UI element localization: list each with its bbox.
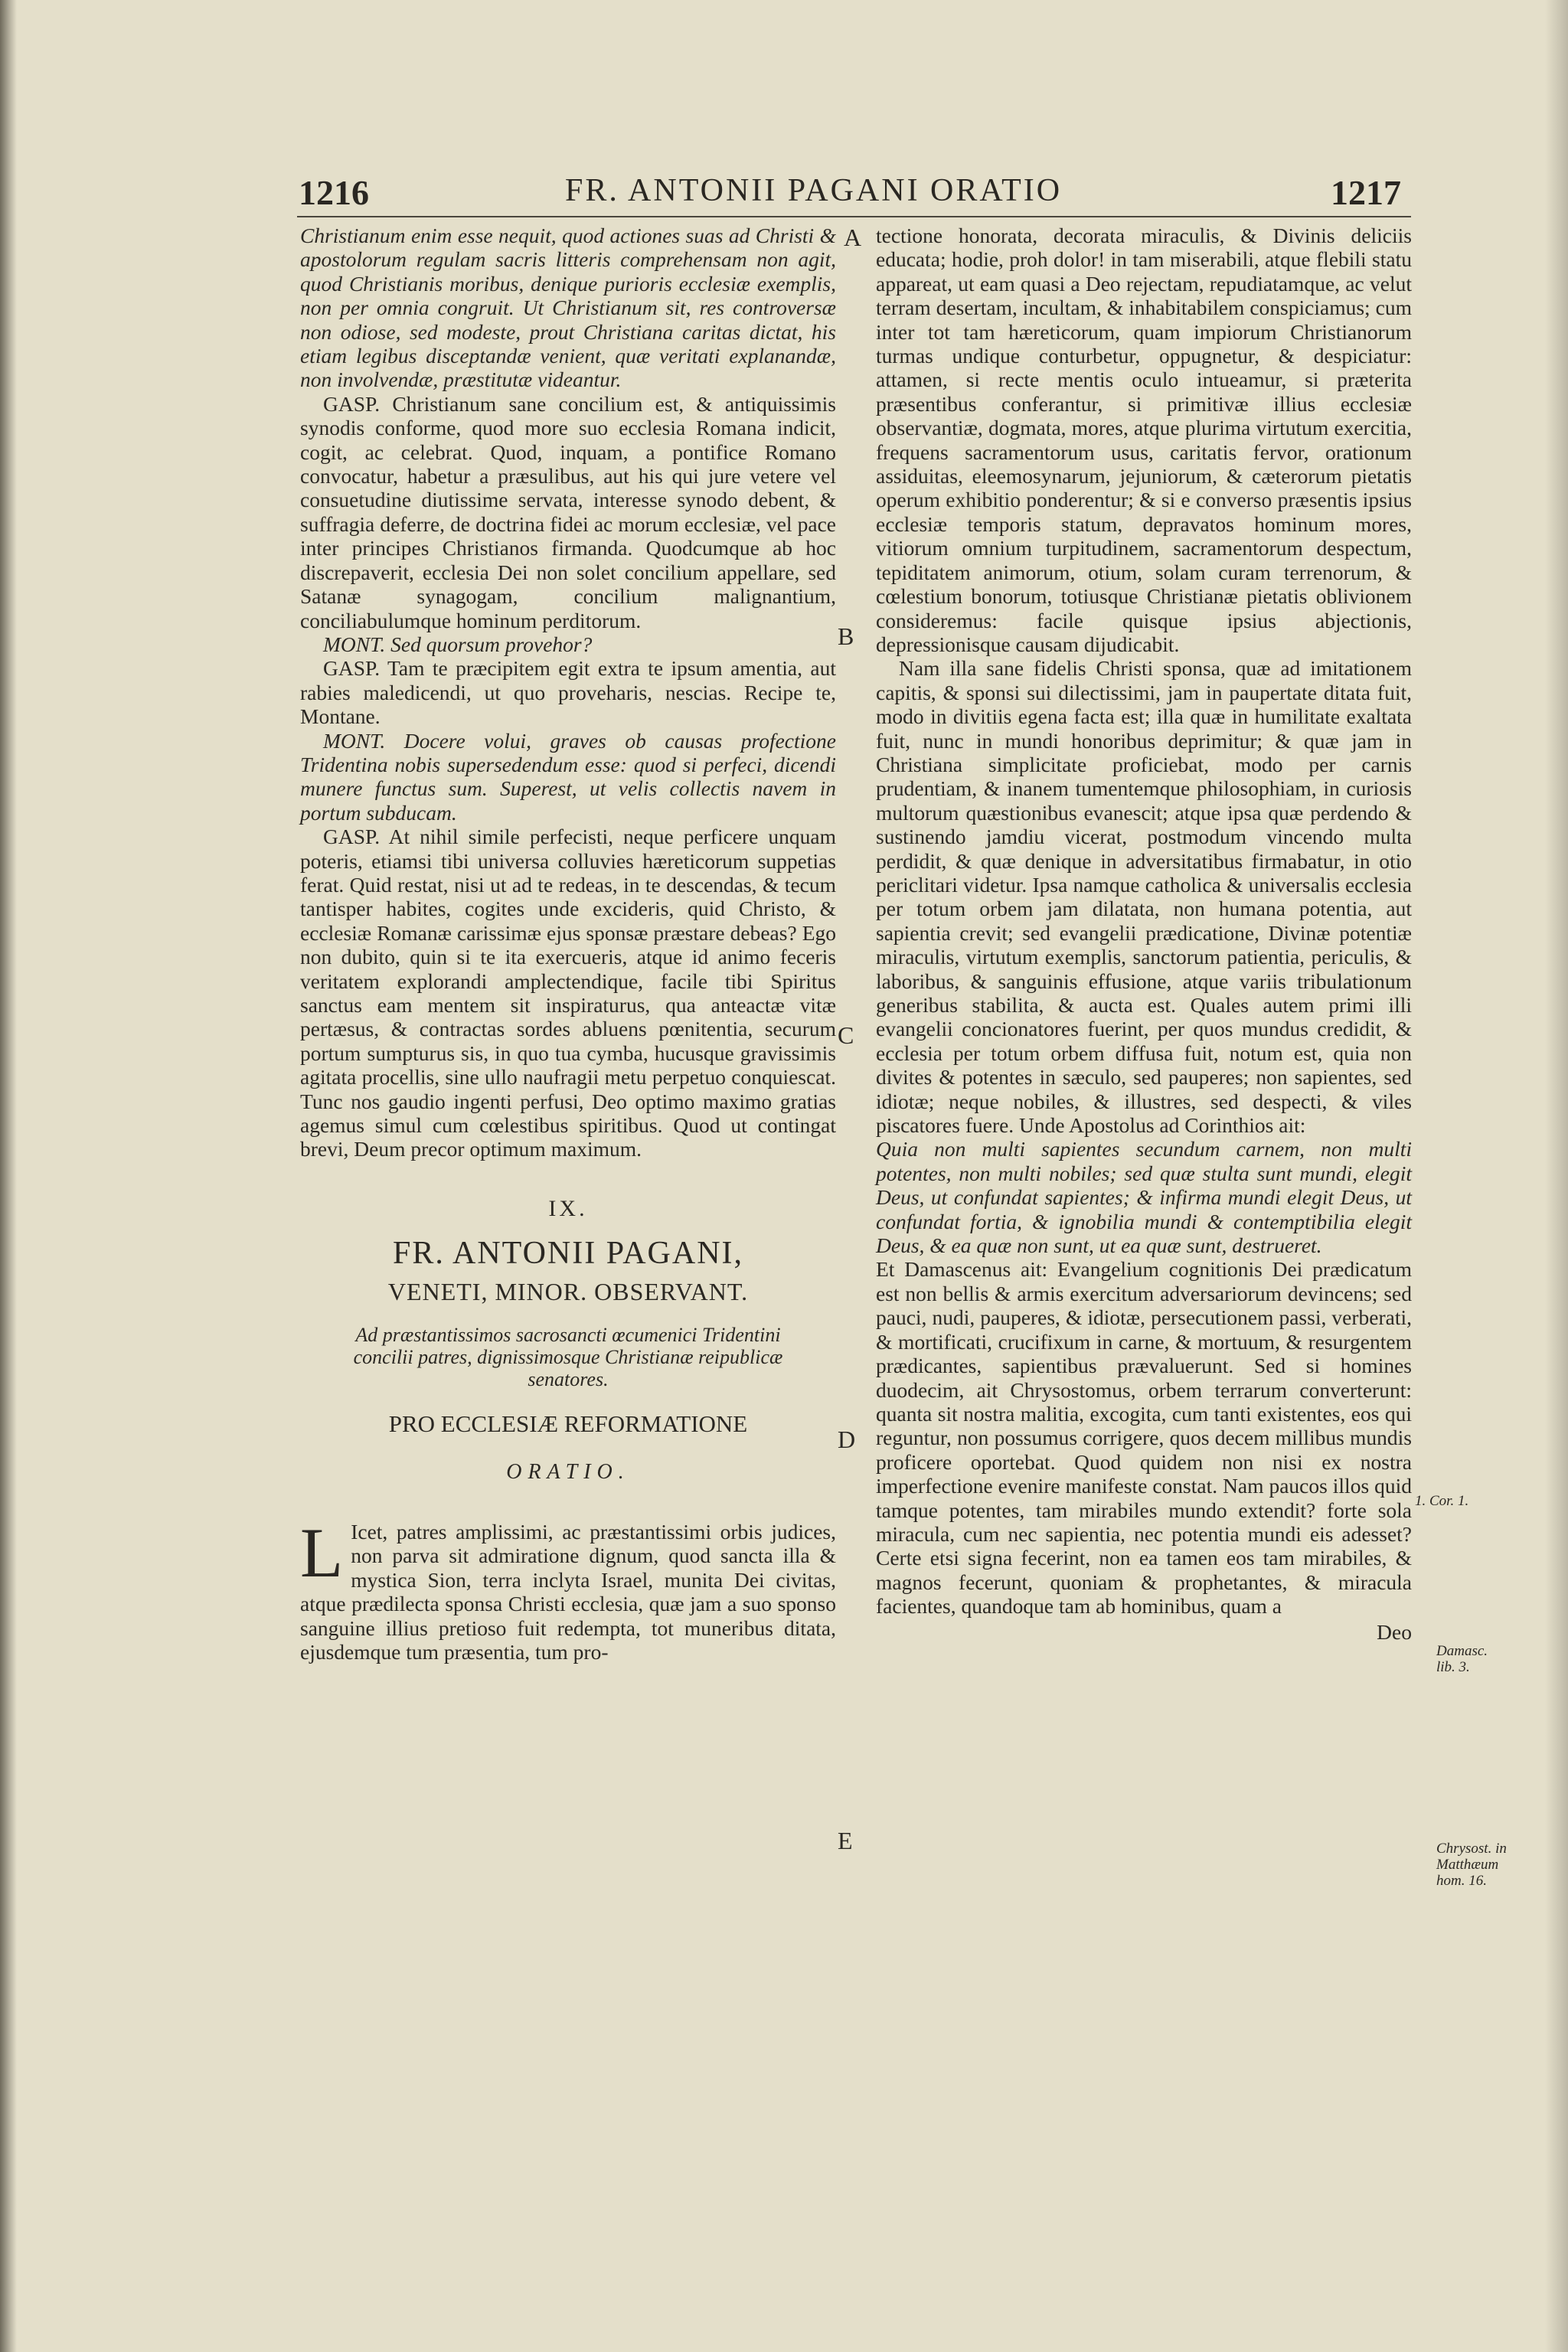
page-edge bbox=[1545, 0, 1568, 2352]
paragraph: MONT. Docere volui, graves ob causas profectione Tridentina nobis supersedendum esse: quod si perfeci, dicendi munere functus sum. Superest, ut velis collectis navem in portum subducam. bbox=[300, 728, 836, 825]
paragraph: Et Damascenus ait: Evangelium cognitionis Dei prædicatum est non bellis & armis exercitum adversariorum devincens; sed pauci, nudi, pauperes, & idiotæ, persecutionem passi, verberati, & mortificati, crucifixum in carne, & mortuum, & resurgentem prædicantes, sapientibus prævaluerunt. Sed si homines duodecim, ait Chrysostomus, orbem terrarum converterunt: quanta sit nostra malitia, excogita, cum tanti existentes, eos qui reguntur, non possumus corrigere, quos decem millibus mundis proficere oportebat. Quod quidem non nisi ex nostra imperfectione evenire manifeste constat. Nam paucos illos quid tamque potentes, tam mirabiles mundo extendit? forte sola miracula, cum nec sapientia, nec potentia mundi eis adesset? Certe etsi signa fecerint, non ea tamen eos tam mirabiles, & magnos fecerunt, quoniam & prophetantes, & miracula facientes, quandoque tam ab hominibus, quam a bbox=[876, 1257, 1412, 1619]
oration-title-author: FR. ANTONII PAGANI, bbox=[392, 1236, 744, 1272]
margin-note-corinthians: 1. Cor. 1. bbox=[1415, 1493, 1469, 1509]
oratio-label: ORATIO. bbox=[506, 1460, 630, 1485]
book-binding-edge bbox=[0, 0, 17, 2352]
left-column bbox=[300, 224, 836, 1664]
paragraph: MONT. Sed quorsum provehor? bbox=[323, 632, 593, 656]
oration-subject: PRO ECCLESIÆ REFORMATIONE bbox=[388, 1410, 748, 1438]
running-title: FR. ANTONII PAGANI ORATIO bbox=[565, 173, 1063, 208]
gutter-marker-d: D bbox=[838, 1426, 856, 1453]
opening-paragraph bbox=[300, 1513, 836, 1664]
margin-note-chrysostom: Chrysost. in Matthæum hom. 16. bbox=[1436, 1841, 1507, 1889]
margin-note-damascenus: Damasc. lib. 3. bbox=[1436, 1643, 1488, 1675]
header-rule bbox=[297, 216, 1411, 217]
paragraph: GASP. At nihil simile perfecisti, neque perficere unquam poteris, etiamsi tibi universa colluvies hæreticorum suppetias ferat. Quid restat, nisi ut ad te redeas, in te descendas, & tecum tantisper habites, cogites unde excideris, quid Christo, & ecclesiæ Romanæ carissimæ ejus sponsæ præstare debeas? Ego non dubito, quin si te ita exercueris, atque id animo feceris veritatem explorandi amplectendique, facile tibi Spiritus sanctus eam mentem sit inspiraturus, qua anteactæ vitæ pertæsus, & contractas sordes abluens pœnitentia, securum portum sumpturus sis, in quo tua cymba, hucusque gravissimis agitata procellis, sine ullo naufragii metu perpetuo conquiescat. Tunc nos gaudio ingenti perfusi, Deo optimo maximo gratias agemus simul cum cœlestibus spiritibus. Quod ut contingat brevi, Deum precor optimum maximum. bbox=[300, 825, 836, 1161]
gutter-marker-c: C bbox=[838, 1021, 854, 1049]
catchword: Deo bbox=[1377, 1619, 1412, 1644]
oration-title-origin: VENETI, MINOR. OBSERVANT. bbox=[387, 1277, 749, 1305]
gutter-marker-e: E bbox=[838, 1827, 853, 1854]
scripture-quote: Quia non multi sapientes secundum carnem, non multi potentes, non multi nobiles; sed quæ stulta sunt mundi, elegit Deus, ut confundat sapientes; & infirma mundi elegit Deus, ut confundat fortia, & ignobilia mundi & contemptibilia elegit Deus, & ea quæ non sunt, ut ea quæ sunt, destrueret. bbox=[876, 1137, 1412, 1258]
drop-cap: L bbox=[300, 1513, 344, 1592]
paragraph: tectione honorata, decorata miraculis, & Divinis deliciis educata; hodie, proh dolor! in tam miserabili, atque flebili statu appareat, ut eam quasi a Deo rejectam, repudiatamque, ac velut terram desertam, incultam, & inhabitabilem conspiciamus; cum inter tot tam hæreticorum, quam impiorum Christianorum turmas undique conturbetur, oppugnetur, & despiciatur: attamen, si recte mentis oculo intueamur, si præterita præsentibus conferantur, si primitivæ illius ecclesiæ observantiæ, dogmata, mores, atque plurima virtutum exercitia, frequens sacramentorum usus, caritatis fervor, orationum assiduitas, eleemosynarum, jejuniorum, & cæterorum pietatis operum exhibitio ponderentur; & si e converso præsentis ipsius ecclesiæ temporis statum, depravatos hominum mores, vitiorum omnium turpitudinem, sacramentorum despectum, tepiditatem animorum, otium, solam curam terrenorum, & cœlestium bonorum, totiusque Christianæ pietatis oblivionem consideremus: facile quisque ipsius abjectionis, depressionisque causam dijudicabit. bbox=[876, 224, 1412, 656]
paragraph: Christianum enim esse nequit, quod actiones suas ad Christi & apostolorum regulam sacris litteris comprehensam non agit, quod Christianis moribus, denique purioris ecclesiæ exemplis, non per omnia congruit. Ut Christianum sit, res controversæ non odiose, sed modeste, prout Christiana caritas dictat, his etiam legibus disceptandæ venient, quæ veritati explanandæ, non involvendæ, præstitutæ videantur. bbox=[300, 224, 836, 392]
gutter-marker-a: A bbox=[844, 224, 862, 251]
right-page-number: 1217 bbox=[1331, 173, 1401, 212]
dedication: Ad præstantissimos sacrosancti œcumenici Tridentini concilii patres, dignissimosque Christianæ reipublicæ senatores. bbox=[353, 1324, 783, 1391]
paragraph: GASP. Tam te præcipitem egit extra te ipsum amentia, aut rabies maledicendi, ut quo proveharis, nescias. Recipe te, Montane. bbox=[300, 656, 836, 729]
gutter-marker-b: B bbox=[838, 622, 854, 650]
section-number: IX. bbox=[548, 1195, 588, 1221]
left-page-number: 1216 bbox=[299, 173, 369, 212]
right-column bbox=[876, 224, 1412, 1644]
opening-text: Icet, patres amplissimi, ac præstantissimi orbis judices, non parva sit admiratione dignum, quod sancta illa & mystica Sion, terra inclyta Israel, munita Dei civitas, atque prædilecta sponsa Christi ecclesia, quæ jam a suo sponso sanguine illius pretioso fuit redempta, tot muneribus ditata, ejusdemque tum præsentia, tum pro- bbox=[300, 1519, 836, 1664]
paragraph: Nam illa sane fidelis Christi sponsa, quæ ad imitationem capitis, & sponsi sui dilectissimi, jam in paupertate ditata fuit, modo in divitiis egena facta est; illa quæ in humilitate exaltata fuit, nunc in mundi honoribus deprimitur; & quæ jam in Christiana simplicitate proficiebat, modo per carnis prudentiam, & inanem tumentemque philosophiam, in curiosis multorum quæstionibus evanescit; atque ipsa quæ perdendo & sustinendo jamdiu vicerat, postmodum vincendo multa perdidit, & quæ denique in adversitatibus firmabatur, in otio periclitari videtur. Ipsa namque catholica & universalis ecclesia per totum orbem jam dilatata, non humana potentia, aut sapientia crevit; sed evangelii prædicatione, Divinæ potentiæ miraculis, virtutum exemplis, sanctorum patientia, periculis, & laboribus, & sanguinis effusione, atque variis tribulationum generibus stabilita, & aucta est. Quales autem primi illi evangelii concionatores fuerint, per quos mundus credidit, & ecclesia per totum orbem diffusa fuit, notum est, quia non divites & potentes in sæculo, sed pauperes; non sapientes, sed idiotæ; neque nobiles, & illustres, sed despecti, & viles piscatores fuere. Unde Apostolus ad Corinthios ait: bbox=[876, 656, 1412, 1138]
paragraph: GASP. Christianum sane concilium est, & antiquissimis synodis conforme, quod more suo ecclesia Romana indicit, cogit, ac celebrat. Quod, inquam, a pontifice Romano convocatur, habetur a præsulibus, aut his qui jure vetere vel consuetudine diutissime servata, interesse synodo debent, & suffragia deferre, de doctrina fidei ac morum ecclesiæ, vel pace inter principes Christianos firmanda. Quodcumque ab hoc discrepaverit, ecclesia Dei non solet concilium appellare, sed Satanæ synagogam, concilium malignantium, conciliabulumque hominum perditorum. bbox=[300, 391, 836, 632]
